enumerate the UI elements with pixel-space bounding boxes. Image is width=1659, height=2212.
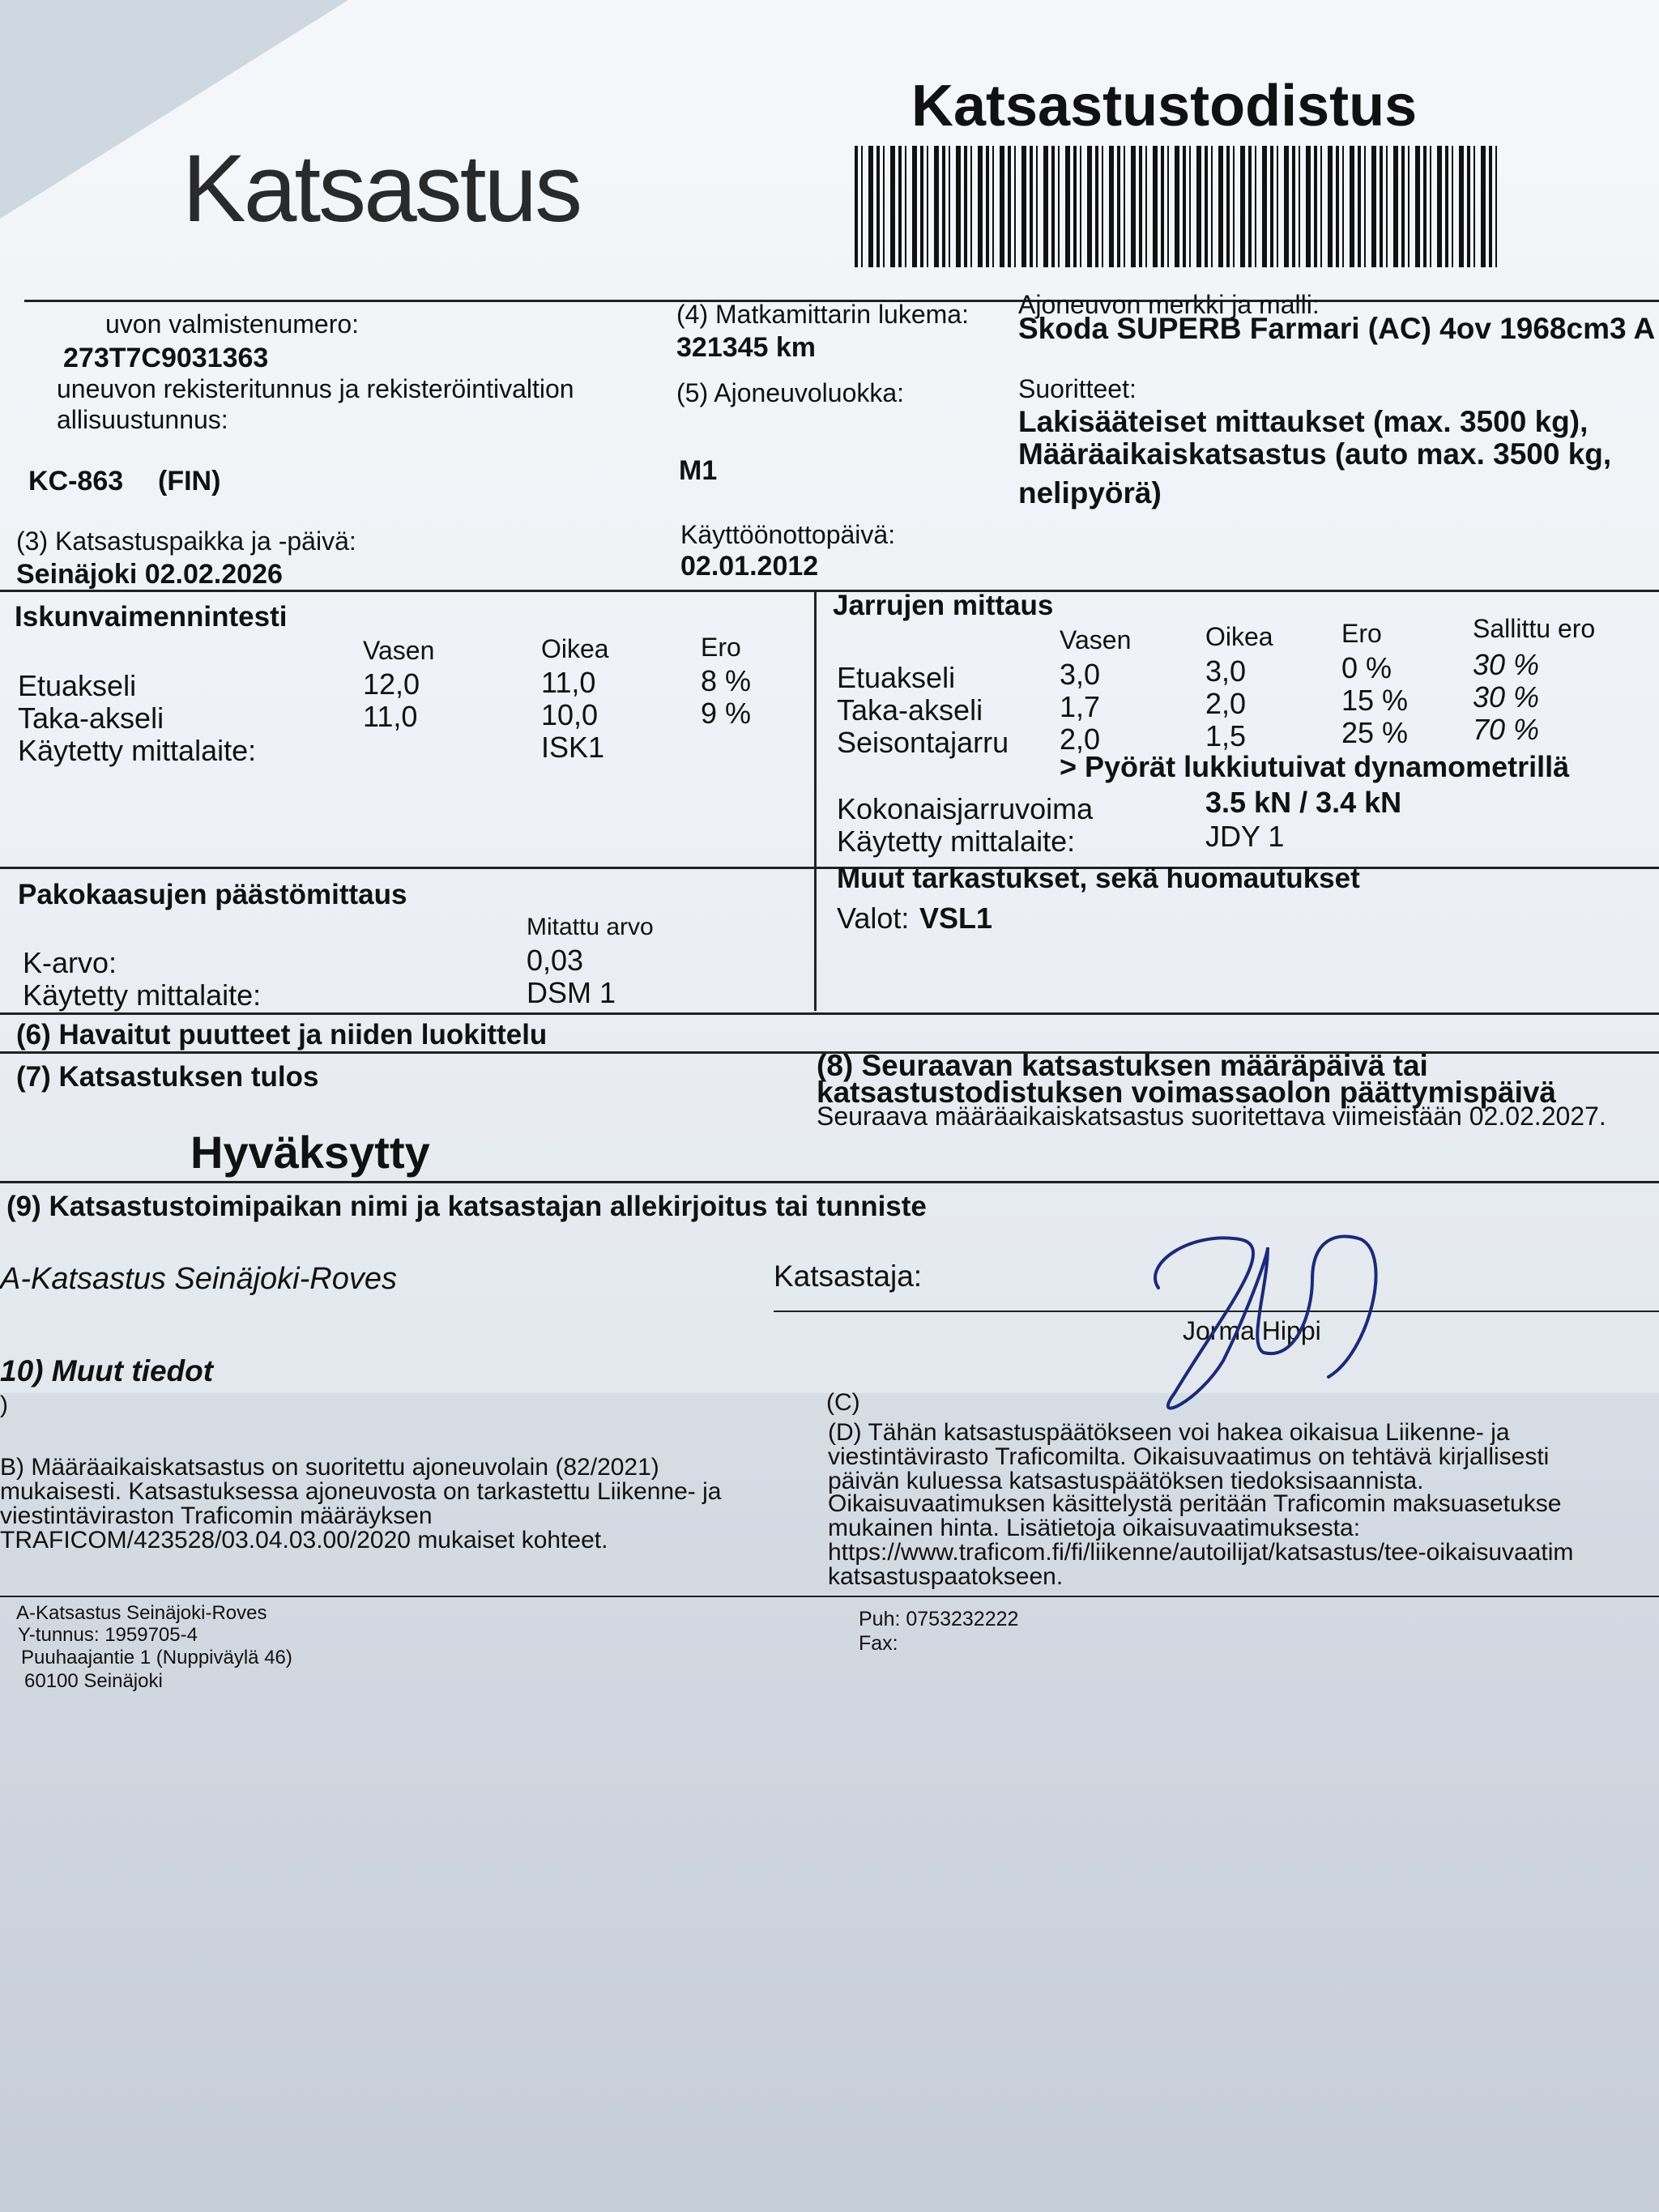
note-d-line: päivän kuluessa katsastuspäätöksen tiedoksisaannista. bbox=[828, 1468, 1424, 1494]
result-value: Hyväksytty bbox=[190, 1127, 430, 1178]
shock-col-right: Oikea bbox=[541, 634, 609, 663]
emissions-device-label: Käytetty mittalaite: bbox=[23, 978, 262, 1012]
next-inspection-title: (8) Seuraavan katsastuksen määräpäivä tai bbox=[817, 1049, 1428, 1082]
brake-test-title: Jarrujen mittaus bbox=[833, 590, 1054, 621]
shock-device-value: ISK1 bbox=[541, 731, 605, 764]
brake-row-diff: 15 % bbox=[1341, 684, 1409, 717]
place-date-value: Seinäjoki 02.02.2026 bbox=[16, 559, 283, 590]
performed-line-3: nelipyörä) bbox=[1018, 476, 1162, 509]
brake-row-label: Taka-akseli bbox=[837, 693, 983, 727]
note-b-line: B) Määräaikaiskatsastus on suoritettu ajoneuvolain (82/2021) bbox=[0, 1454, 659, 1481]
divider bbox=[0, 1012, 1659, 1015]
brake-col-right: Oikea bbox=[1205, 622, 1273, 651]
shock-col-diff: Ero bbox=[701, 633, 741, 662]
column-divider bbox=[814, 590, 817, 1011]
brake-device-label: Käytetty mittalaite: bbox=[837, 825, 1076, 858]
first-use-label: Käyttöönottopäivä: bbox=[680, 520, 896, 549]
shock-row-diff: 8 % bbox=[701, 664, 752, 697]
emissions-title: Pakokaasujen päästömittaus bbox=[18, 879, 407, 910]
station-title: (9) Katsastustoimipaikan nimi ja katsastajan allekirjoitus tai tunniste bbox=[6, 1191, 927, 1222]
vin-value: 273T7C9031363 bbox=[63, 343, 269, 373]
brake-row-label: Seisontajarru bbox=[837, 726, 1009, 759]
footer-fax: Fax: bbox=[859, 1632, 898, 1655]
note-d-line: viestintävirasto Traficomilta. Oikaisuvaatimus on tehtävä kirjallisesti bbox=[828, 1443, 1550, 1470]
inspector-signature bbox=[1126, 1215, 1418, 1426]
barcode bbox=[855, 146, 1503, 267]
performed-line-1: Lakisääteiset mittaukset (max. 3500 kg), bbox=[1018, 405, 1589, 438]
footer-business-id: Y-tunnus: 1959705-4 bbox=[18, 1624, 198, 1646]
footer-company: A-Katsastus Seinäjoki-Roves bbox=[16, 1602, 267, 1624]
shock-test-title: Iskunvaimennintesti bbox=[15, 601, 288, 633]
brake-total-value: 3.5 kN / 3.4 kN bbox=[1205, 786, 1402, 819]
divider bbox=[0, 1596, 1659, 1597]
divider bbox=[0, 1181, 1659, 1183]
brake-col-diff: Ero bbox=[1341, 619, 1382, 648]
brake-row-allowed: 30 % bbox=[1473, 648, 1540, 681]
brake-total-label: Kokonaisjarruvoima bbox=[837, 792, 1094, 825]
lights-value: VSL1 bbox=[919, 901, 993, 935]
make-model-label: Ajoneuvon merkki ja malli: bbox=[1018, 290, 1320, 319]
other-info-title: 10) Muut tiedot bbox=[0, 1354, 214, 1387]
shock-row-label: Etuakseli bbox=[18, 669, 137, 702]
vin-label: uvon valmistenumero: bbox=[105, 309, 360, 339]
station-name: A-Katsastus Seinäjoki-Roves bbox=[0, 1262, 397, 1296]
inspector-name: Jorma Hippi bbox=[1183, 1316, 1321, 1345]
divider bbox=[0, 590, 1659, 592]
document-title: Katsastustodistus bbox=[911, 74, 1418, 139]
note-b-line: TRAFICOM/423528/03.04.03.00/2020 mukaiset kohteet. bbox=[0, 1527, 608, 1554]
brake-row-allowed: 70 % bbox=[1473, 713, 1540, 746]
reg-label: uneuvon rekisteritunnus ja rekisteröintivaltion bbox=[57, 374, 574, 403]
divider bbox=[0, 867, 1659, 869]
vehicle-class-value: M1 bbox=[679, 455, 718, 486]
reg-label-2: allisuustunnus: bbox=[57, 405, 228, 434]
footer-city: 60100 Seinäjoki bbox=[24, 1670, 163, 1692]
marker-a: ) bbox=[0, 1392, 8, 1418]
brake-col-left: Vasen bbox=[1060, 625, 1132, 654]
vehicle-class-label: (5) Ajoneuvoluokka: bbox=[676, 378, 905, 407]
other-checks-title: Muut tarkastukset, sekä huomautukset bbox=[837, 863, 1360, 894]
note-b-line: viestintäviraston Traficomin määräyksen bbox=[0, 1502, 433, 1529]
performed-label: Suoritteet: bbox=[1018, 374, 1137, 403]
make-model-value: Skoda SUPERB Farmari (AC) 4ov 1968cm3 A bbox=[1018, 312, 1656, 345]
brake-row-left: 1,7 bbox=[1060, 690, 1101, 723]
brake-lock-note: > Pyörät lukkiutuivat dynamometrillä bbox=[1060, 750, 1570, 783]
brake-row-left: 2,0 bbox=[1060, 722, 1101, 756]
k-value-label: K-arvo: bbox=[23, 946, 117, 979]
first-use-value: 02.01.2012 bbox=[680, 551, 819, 582]
shock-row-left: 11,0 bbox=[363, 700, 418, 733]
company-logo: Katsastus bbox=[182, 135, 581, 242]
brake-device-value: JDY 1 bbox=[1205, 820, 1285, 853]
marker-c: (C) bbox=[826, 1389, 860, 1416]
brake-row-right: 3,0 bbox=[1205, 654, 1247, 688]
note-d-link[interactable]: https://www.traficom.fi/fi/liikenne/autoilijat/katsastus/tee-oikaisuvaatim bbox=[828, 1539, 1574, 1566]
shock-col-left: Vasen bbox=[363, 636, 435, 665]
lights-label: Valot: bbox=[837, 901, 910, 935]
note-d-line: Oikaisuvaatimuksen käsittelystä peritään Traficomin maksuasetukse bbox=[828, 1490, 1562, 1517]
shock-row-diff: 9 % bbox=[701, 697, 752, 730]
reg-value: KC-863 bbox=[28, 466, 124, 497]
footer-phone: Puh: 0753232222 bbox=[859, 1608, 1019, 1630]
odometer-value: 321345 km bbox=[676, 332, 817, 363]
brake-row-allowed: 30 % bbox=[1473, 680, 1540, 714]
inspector-label: Katsastaja: bbox=[774, 1259, 923, 1293]
brake-row-diff: 0 % bbox=[1341, 651, 1392, 684]
brake-row-right: 2,0 bbox=[1205, 687, 1247, 720]
place-date-label: (3) Katsastuspaikka ja -päivä: bbox=[16, 526, 356, 556]
next-inspection-title-2: katsastustodistuksen voimassaolon päättymispäivä bbox=[817, 1076, 1557, 1109]
note-d-line: (D) Tähän katsastuspäätökseen voi hakea oikaisua Liikenne- ja bbox=[828, 1419, 1510, 1446]
emissions-col-measured: Mitattu arvo bbox=[527, 914, 654, 940]
performed-line-2: Määräaikaiskatsastus (auto max. 3500 kg, bbox=[1018, 437, 1612, 471]
note-d-line: katsastuspaatokseen. bbox=[828, 1563, 1064, 1590]
k-value: 0,03 bbox=[527, 944, 584, 977]
brake-row-right: 1,5 bbox=[1205, 719, 1247, 752]
brake-col-allowed: Sallittu ero bbox=[1473, 614, 1596, 643]
note-b-line: mukaisesti. Katsastuksessa ajoneuvosta on tarkastettu Liikenne- ja bbox=[0, 1478, 722, 1505]
note-d-line: mukainen hinta. Lisätietoja oikaisuvaatimuksesta: bbox=[828, 1515, 1361, 1541]
brake-row-left: 3,0 bbox=[1060, 658, 1101, 691]
shock-row-right: 10,0 bbox=[541, 698, 599, 731]
shock-row-left: 12,0 bbox=[363, 667, 420, 701]
odometer-label: (4) Matkamittarin lukema: bbox=[676, 300, 969, 329]
shock-device-label: Käytetty mittalaite: bbox=[18, 734, 257, 767]
brake-row-label: Etuakseli bbox=[837, 661, 956, 694]
footer-address: Puuhaajantie 1 (Nuppiväylä 46) bbox=[21, 1647, 292, 1669]
defects-title: (6) Havaitut puutteet ja niiden luokittelu bbox=[16, 1019, 548, 1051]
brake-row-diff: 25 % bbox=[1341, 716, 1409, 749]
next-inspection-text: Seuraava määräaikaiskatsastus suoritettava viimeistään 02.02.2027. bbox=[817, 1102, 1606, 1131]
reg-country: (FIN) bbox=[158, 466, 221, 497]
emissions-device-value: DSM 1 bbox=[527, 976, 616, 1009]
shock-row-right: 11,0 bbox=[541, 666, 596, 699]
shock-row-label: Taka-akseli bbox=[18, 701, 164, 735]
result-title: (7) Katsastuksen tulos bbox=[16, 1061, 319, 1093]
